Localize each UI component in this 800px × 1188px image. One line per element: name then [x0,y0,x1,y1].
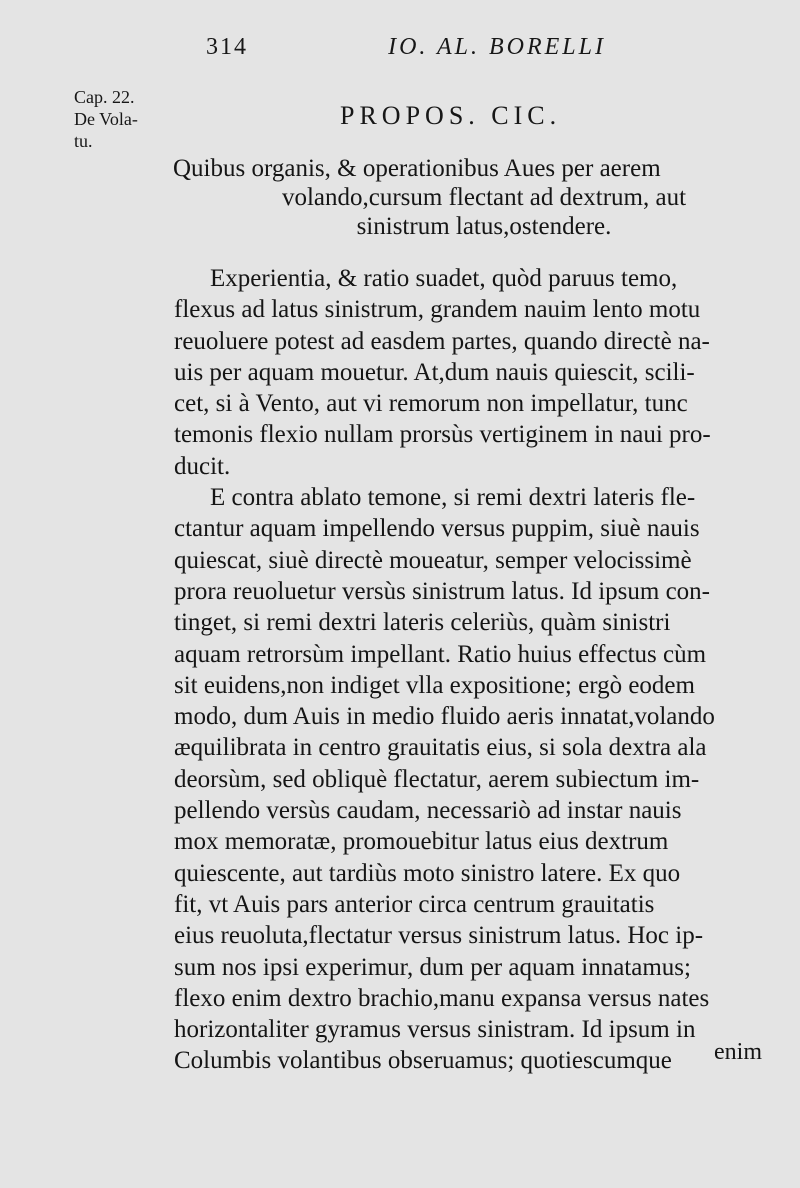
catchword: enim [714,1039,762,1065]
proposition-title: PROPOS. CIC. [340,101,562,130]
text-line: aquam retrorsùm impellant. Ratio huius effectus cùm [174,640,707,668]
text-line: sit euidens,non indiget vlla expositione; ergò eodem [174,671,695,699]
text-line: ctantur aquam impellendo versus puppim, siuè nauis [174,515,700,543]
text-line: quiescente, aut tardiùs moto sinistro latere. Ex quo [174,859,681,887]
text-line: Experientia, & ratio suadet, quòd paruus temo, [210,265,678,292]
proposition-line: volando,cursum flectant ad dextrum, aut [281,184,687,211]
text-line: reuoluere potest ad easdem partes, quando directè na- [174,327,710,355]
page-header [206,34,606,61]
text-line: temonis flexio nullam prorsùs vertiginem in naui pro- [174,421,711,449]
proposition-statement [173,154,795,241]
text-line: cet, si à Vento, aut vi remorum non impellatur, tunc [174,390,688,418]
margin-note-line-1: Cap. 22. [74,87,135,107]
margin-note-line-2: De Vola- [74,109,138,129]
body-text [174,263,790,1077]
text-line: quiescat, siuè directè moueatur, semper velocissimè [174,546,692,574]
text-line: fit, vt Auis pars anterior circa centrum grauitatis [174,890,655,918]
text-line: tinget, si remi dextri lateris celeriùs, quàm sinistri [174,609,671,637]
text-line: sum nos ipsi experimur, dum per aquam innatamus; [174,953,691,981]
text-line: pellendo versùs caudam, necessariò ad instar nauis [174,797,682,825]
text-line: æquilibrata in centro grauitatis eius, si sola dextra ala [174,734,707,762]
text-line: E contra ablato temone, si remi dextri lateris fle- [210,484,696,512]
proposition-line: Quibus organis, & operationibus Aues per aerem [173,155,661,182]
text-line: horizontaliter gyramus versus sinistram. Id ipsum in [174,1016,696,1044]
text-line: modo, dum Auis in medio fluido aeris innatat,volando [174,703,715,731]
text-line: eius reuoluta,flectatur versus sinistrum latus. Hoc ip- [174,922,704,950]
proposition-line: sinistrum latus,ostendere. [356,213,612,240]
text-line: flexo enim dextro brachio,manu expansa versus nates [174,984,710,1012]
text-line: ducit. [174,452,231,480]
paragraph-2 [174,482,790,1077]
text-line: deorsùm, sed obliquè flectatur, aerem subiectum im- [174,765,700,793]
paragraph-1 [174,263,790,482]
text-line: mox memoratæ, promouebitur latus eius dextrum [174,828,669,856]
text-line: Columbis volantibus obseruamus; quotiescumque [174,1047,672,1075]
margin-note [74,86,156,152]
running-head: IO. AL. BORELLI [388,34,606,60]
text-line: flexus ad latus sinistrum, grandem nauim lento motu [174,296,701,324]
margin-note-line-3: tu. [74,131,93,151]
page-number: 314 [206,34,248,60]
text-line: uis per aquam mouetur. At,dum nauis quiescit, scili- [174,358,695,386]
text-line: prora reuoluetur versùs sinistrum latus. Id ipsum con- [174,577,711,605]
